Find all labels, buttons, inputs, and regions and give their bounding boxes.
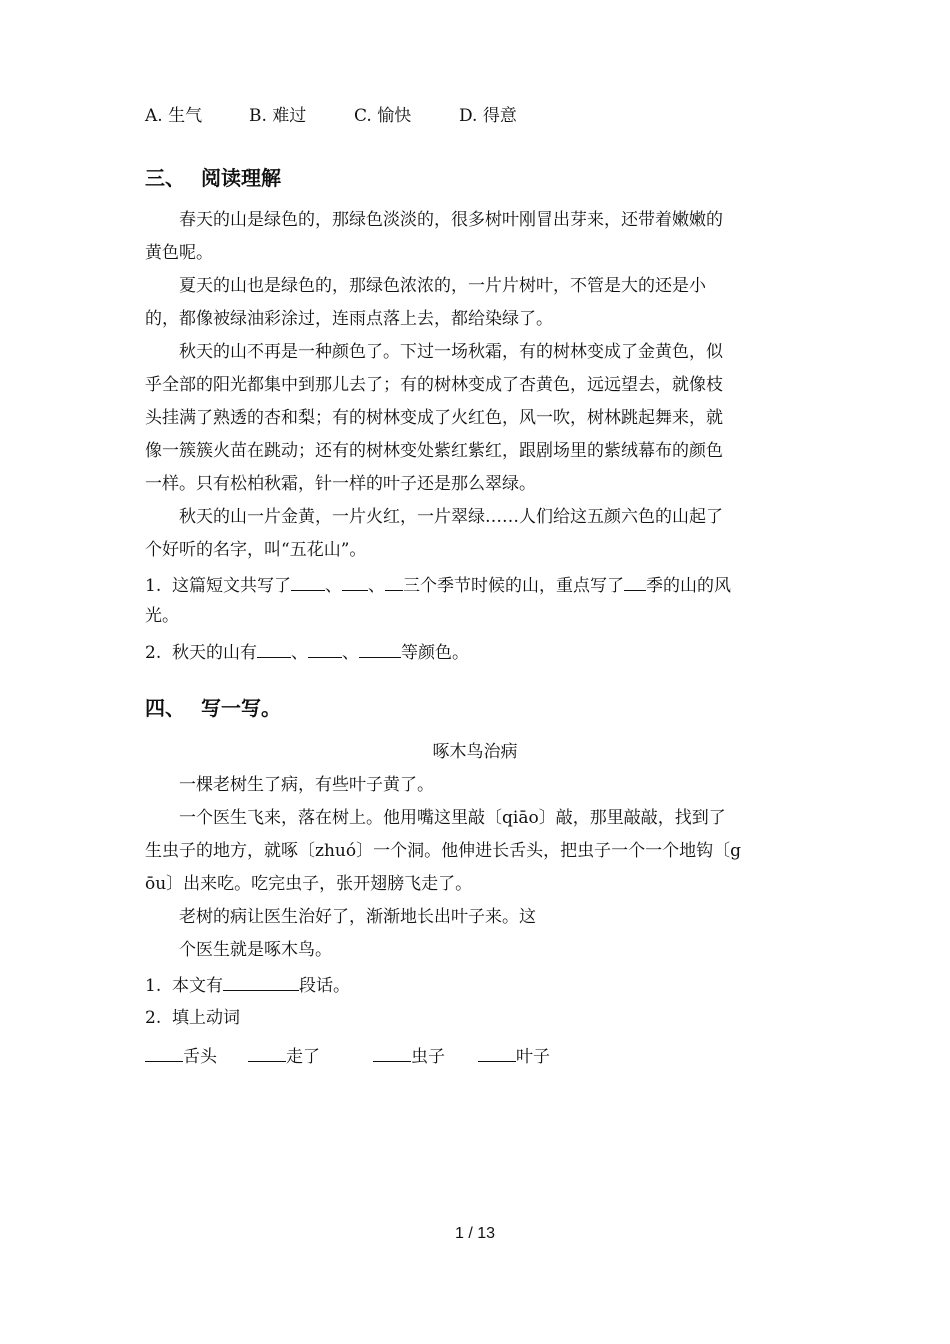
answer-blank[interactable]	[385, 573, 403, 591]
answer-blank[interactable]	[248, 1044, 286, 1062]
story-line: ōu〕出来吃。吃完虫子，张开翅膀飞走了。	[145, 874, 473, 894]
answer-blank[interactable]	[257, 640, 291, 658]
question-text: 这篇短文共写了	[172, 576, 292, 596]
verb-object: 舌头	[183, 1047, 217, 1067]
question-text: 三个季节时候的山，重点写了	[403, 576, 625, 596]
separator: 、	[368, 576, 386, 596]
passage-line: 头挂满了熟透的杏和梨；有的树林变成了火红色，风一吹，树林跳起舞来，就	[145, 408, 723, 428]
question-number: 1.	[145, 976, 162, 996]
option-c: C. 愉快	[354, 106, 412, 126]
verb-item	[145, 1044, 248, 1067]
story-line: 生虫子的地方，就啄〔zhuó〕一个洞。他伸进长舌头，把虫子一个一个地钩〔g	[145, 841, 741, 861]
question-text: 本文有	[172, 976, 224, 996]
passage-line: 像一簇簇火苗在跳动；还有的树林变处紫红紫红，跟剧场里的紫绒幕布的颜色	[145, 441, 723, 461]
section-3-question-1-cont: 光。	[145, 606, 179, 626]
section-4-number: 四、	[145, 696, 185, 720]
answer-blank[interactable]	[308, 640, 342, 658]
verb-item	[248, 1044, 373, 1067]
passage-line: 乎全部的阳光都集中到那儿去了；有的树林变成了杏黄色，远远望去，就像枝	[145, 375, 723, 395]
section-3-heading	[145, 166, 281, 190]
passage-line: 的，都像被绿油彩涂过，连雨点落上去，都给染绿了。	[145, 309, 553, 329]
passage-line: 黄色呢。	[145, 243, 213, 263]
verb-object: 走了	[286, 1047, 320, 1067]
answer-blank[interactable]	[223, 973, 299, 991]
passage-line: 秋天的山不再是一种颜色了。下过一场秋霜，有的树林变成了金黄色，似	[179, 342, 723, 362]
verb-object: 虫子	[411, 1047, 445, 1067]
section-4-title: 写一写。	[201, 696, 281, 720]
verb-item	[478, 1044, 550, 1067]
option-b: B. 难过	[249, 106, 307, 126]
section-3-question-1	[145, 573, 731, 596]
verb-object: 叶子	[516, 1047, 550, 1067]
separator: 、	[325, 576, 343, 596]
section-3-number: 三、	[145, 166, 185, 190]
question-text: 等颜色。	[401, 643, 470, 663]
question-text: 秋天的山有	[172, 643, 258, 663]
story-line: 老树的病让医生治好了，渐渐地长出叶子来。这	[179, 907, 536, 927]
question-text: 填上动词	[172, 1008, 241, 1028]
passage-line: 夏天的山也是绿色的，那绿色浓浓的，一片片树叶，不管是大的还是小	[179, 276, 706, 296]
answer-options-row	[145, 106, 517, 126]
passage-line: 春天的山是绿色的，那绿色淡淡的，很多树叶刚冒出芽来，还带着嫩嫩的	[179, 210, 723, 230]
answer-blank[interactable]	[624, 573, 646, 591]
question-number: 1.	[145, 576, 162, 596]
separator: 、	[291, 643, 309, 663]
story-line: 个医生就是啄木鸟。	[179, 940, 332, 960]
answer-blank[interactable]	[359, 640, 401, 658]
answer-blank[interactable]	[478, 1044, 516, 1062]
option-a: A. 生气	[145, 106, 203, 126]
option-d: D. 得意	[459, 106, 517, 126]
section-4-question-1	[145, 973, 350, 996]
verb-blanks-row	[145, 1044, 550, 1067]
question-number: 2.	[145, 1008, 162, 1028]
story-line: 一个医生飞来，落在树上。他用嘴这里敲〔qiāo〕敲，那里敲敲，找到了	[179, 808, 726, 828]
question-number: 2.	[145, 643, 162, 663]
answer-blank[interactable]	[145, 1044, 183, 1062]
separator: 、	[342, 643, 360, 663]
section-4-question-2	[145, 1008, 240, 1028]
page-number: 1 / 13	[454, 1225, 496, 1242]
section-3-question-2	[145, 640, 469, 663]
section-4-heading	[145, 696, 281, 720]
passage-line: 一样。只有松柏秋霜，针一样的叶子还是那么翠绿。	[145, 474, 536, 494]
passage-line: 个好听的名字，叫“五花山”。	[145, 540, 367, 560]
section-3-title: 阅读理解	[201, 166, 281, 190]
passage-line: 秋天的山一片金黄，一片火红，一片翠绿……人们给这五颜六色的山起了	[179, 507, 723, 527]
story-title: 啄木鸟治病	[432, 742, 518, 762]
answer-blank[interactable]	[291, 573, 325, 591]
verb-item	[373, 1044, 478, 1067]
question-text: 季的山的风	[646, 576, 732, 596]
question-text: 段话。	[299, 976, 351, 996]
story-line: 一棵老树生了病，有些叶子黄了。	[179, 775, 434, 795]
answer-blank[interactable]	[342, 573, 368, 591]
answer-blank[interactable]	[373, 1044, 411, 1062]
